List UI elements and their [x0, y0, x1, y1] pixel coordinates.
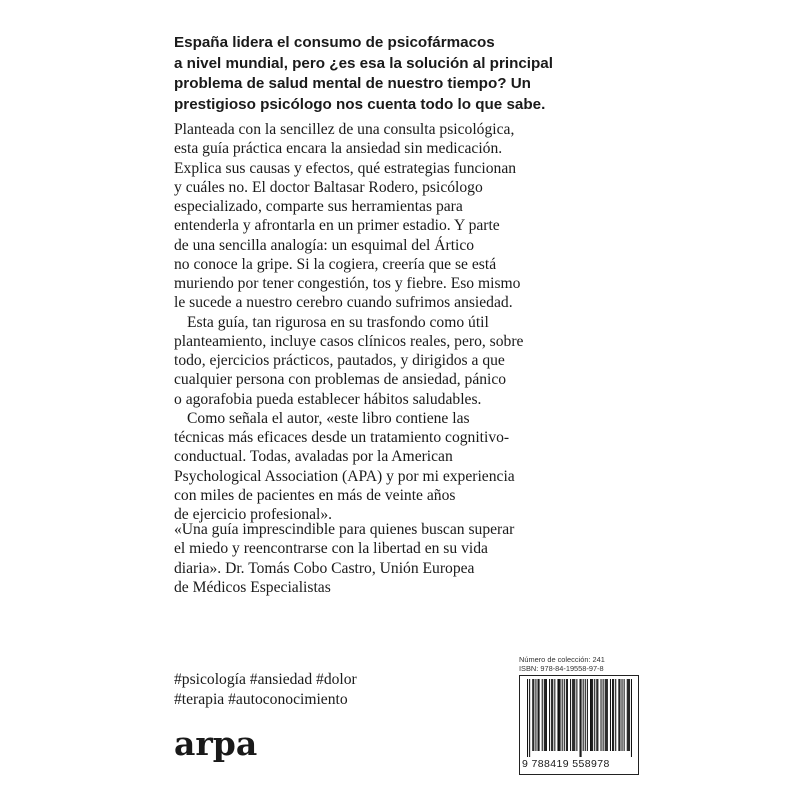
barcode-bar	[542, 679, 543, 751]
synopsis-line: Planteada con la sencillez de una consulta psicológica,	[174, 121, 515, 138]
barcode-bar	[587, 679, 588, 751]
barcode-bar	[612, 679, 613, 751]
barcode-bar	[532, 679, 533, 751]
synopsis-line: Explica sus causas y efectos, qué estrategias funcionan	[174, 159, 517, 177]
barcode-bar	[613, 679, 614, 751]
synopsis-line: técnicas más eficaces desde un tratamiento cognitivo-	[174, 429, 510, 446]
barcode-meta	[519, 655, 639, 673]
barcode-bar	[546, 679, 547, 751]
barcode-bar	[607, 679, 608, 751]
synopsis-line: especializado, comparte sus herramientas para	[174, 198, 463, 215]
barcode-bar	[572, 679, 573, 751]
barcode-digits: 9 788419 558978	[522, 758, 610, 770]
barcode-bar	[566, 679, 567, 751]
barcode-bar	[535, 679, 536, 751]
barcode-bar	[631, 679, 632, 757]
barcode-bar	[601, 679, 602, 751]
hashtag-line: #terapia #autoconocimiento	[174, 690, 348, 708]
barcode-bar	[618, 679, 619, 751]
hashtags	[174, 670, 504, 709]
barcode-bar	[570, 679, 571, 751]
barcode-bar	[615, 679, 616, 751]
barcode-bar	[533, 679, 534, 751]
barcode-bar	[603, 679, 604, 751]
barcode-bar	[596, 679, 597, 751]
barcode-bar	[594, 679, 595, 751]
barcode-bar	[619, 679, 620, 751]
barcode-bar	[627, 679, 628, 751]
barcode-bar	[628, 679, 629, 751]
synopsis-line: le sucede a nuestro cerebro cuando sufrimos ansiedad.	[174, 294, 513, 312]
barcode-bar	[552, 679, 553, 751]
barcode-bar	[557, 679, 558, 751]
barcode-bar	[590, 679, 591, 751]
quote-line: de Médicos Especialistas	[174, 578, 331, 596]
barcode-bar	[585, 679, 586, 751]
synopsis-line: cualquier persona con problemas de ansiedad, pánico	[174, 371, 507, 389]
endorsement-quote	[174, 520, 644, 597]
barcode-bar	[605, 679, 606, 751]
barcode-bar	[562, 679, 563, 751]
barcode-bar	[576, 679, 577, 751]
back-cover-intro	[174, 33, 734, 115]
barcode-bar	[527, 679, 528, 757]
barcode-bar	[560, 679, 561, 751]
quote-line: el miedo y reencontrarse con la libertad en su vida	[174, 540, 488, 558]
synopsis-line: y cuáles no. El doctor Baltasar Rodero, psicólogo	[174, 178, 483, 196]
barcode-bar	[580, 679, 581, 757]
synopsis-line: Esta guía, tan rigurosa en su trasfondo como útil	[187, 313, 489, 331]
synopsis-line: esta guía práctica encara la ansiedad sin medicación.	[174, 140, 503, 158]
barcode-bar	[597, 679, 598, 751]
barcode-bar	[592, 679, 593, 751]
barcode-bar	[545, 679, 546, 751]
barcode-bar	[559, 679, 560, 751]
barcode-bar	[554, 679, 555, 751]
barcode-block	[519, 655, 639, 775]
collection-number: Número de colección: 241	[519, 655, 605, 664]
barcode-bar	[629, 679, 630, 751]
barcode	[519, 675, 639, 775]
intro-line: problema de salud mental de nuestro tiempo? Un	[174, 75, 531, 92]
barcode-bar	[564, 679, 565, 751]
synopsis-line: de una sencilla analogía: un esquimal del Ártico	[174, 236, 475, 254]
intro-line: prestigioso psicólogo nos cuenta todo lo que sabe.	[174, 95, 546, 113]
barcode-bar	[529, 679, 530, 757]
barcode-bar	[591, 679, 592, 751]
publisher-logo: arpa	[174, 724, 258, 763]
barcode-bar	[606, 679, 607, 751]
synopsis	[174, 120, 644, 524]
synopsis-line: planteamiento, incluye casos clínicos reales, pero, sobre	[174, 332, 524, 350]
quote-line: «Una guía imprescindible para quienes buscan superar	[174, 521, 515, 538]
barcode-bar	[624, 679, 625, 751]
barcode-bar	[581, 679, 582, 757]
hashtag-line: #psicología #ansiedad #dolor	[174, 671, 357, 688]
barcode-bar	[573, 679, 574, 751]
barcode-bar	[567, 679, 568, 751]
barcode-bars	[527, 679, 633, 757]
barcode-bar	[539, 679, 540, 751]
synopsis-line: Psychological Association (APA) y por mi experiencia	[174, 467, 515, 485]
synopsis-line: de ejercicio profesional».	[174, 506, 333, 523]
synopsis-line: no conoce la gripe. Si la cogiera, creería que se está	[174, 255, 497, 273]
intro-line: España lidera el consumo de psicofármacos	[174, 34, 495, 51]
synopsis-line: con miles de pacientes en más de veinte años	[174, 486, 456, 504]
barcode-bar	[583, 679, 584, 751]
intro-line: a nivel mundial, pero ¿es esa la solución al principal	[174, 54, 553, 72]
synopsis-line: todo, ejercicios prácticos, pautados, y dirigidos a que	[174, 352, 505, 369]
quote-line: diaria». Dr. Tomás Cobo Castro, Unión Europea	[174, 559, 475, 577]
synopsis-line: entenderla y afrontarla en un primer estadio. Y parte	[174, 217, 500, 235]
isbn-text: ISBN: 978-84-19558-97-8	[519, 664, 604, 673]
synopsis-line: muriendo por tener congestión, tos y fiebre. Eso mismo	[174, 275, 521, 292]
barcode-bar	[549, 679, 550, 751]
barcode-bar	[544, 679, 545, 751]
barcode-bar	[551, 679, 552, 751]
barcode-bar	[622, 679, 623, 751]
barcode-bar	[610, 679, 611, 751]
barcode-bar	[574, 679, 575, 751]
synopsis-line: Como señala el autor, «este libro contiene las	[187, 409, 470, 427]
synopsis-line: o agorafobia pueda establecer hábitos saludables.	[174, 390, 482, 408]
synopsis-line: conductual. Todas, avaladas por la American	[174, 448, 453, 466]
barcode-bar	[538, 679, 539, 751]
